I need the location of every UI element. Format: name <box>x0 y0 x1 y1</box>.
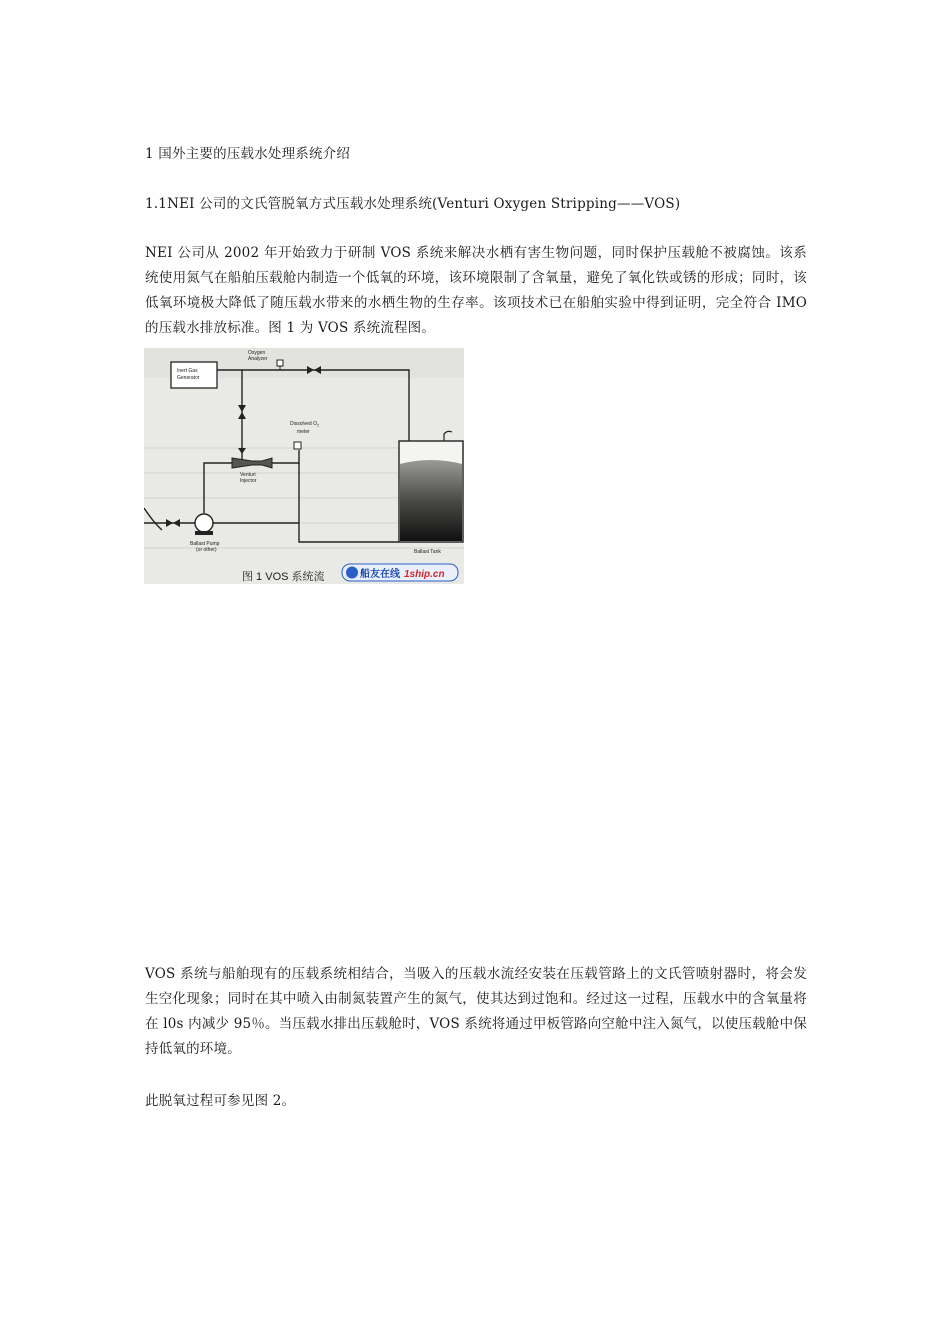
pump-label-2: (or other) <box>196 547 217 553</box>
pump-label-1: Ballast Pump <box>190 541 220 547</box>
watermark-logo <box>342 564 458 581</box>
inert-gas-label-2: Generator <box>177 375 200 381</box>
paragraph-intro: NEI 公司从 2002 年开始致力于研制 VOS 系统来解决水栖有害生物问题，同时保护压载舱不被腐蚀。该系统使用氮气在船舶压载舱内制造一个低氧的环境，该环境限制了含氧量，避免了氧化铁或锈的形成；同时，该低氧环境极大降低了随压载水带来的水栖生物的生存率。该项技术已在船舶实验中得到证明，完全符合 IMO 的压载水排放标准。图 1 为 VOS 系统流程图。 <box>145 245 807 336</box>
subsection-heading: 1.1NEI 公司的文氏管脱氧方式压载水处理系统(Venturi Oxygen Stripping——VOS) <box>145 196 681 212</box>
section-heading: 1 国外主要的压载水处理系统介绍 <box>145 146 351 162</box>
dissolved-o2-meter-box <box>294 442 301 449</box>
ballast-tank-water <box>400 460 462 541</box>
dissolved-label-1: Dissolved $O_2$ <box>290 421 319 428</box>
watermark-en: 1ship.cn <box>404 569 445 580</box>
venturi-label-1: Venturi <box>240 472 256 478</box>
paragraph-figure-ref: 此脱氧过程可参见图 2。 <box>145 1093 296 1109</box>
figure-vos-flowchart <box>144 348 464 584</box>
oxygen-label-1: Oxygen <box>248 350 266 356</box>
oxygen-analyzer-box <box>277 360 283 366</box>
venturi-label-2: Injector <box>240 478 257 484</box>
oxygen-label-2: Analyzer <box>248 356 268 362</box>
tank-label: Ballast Tank <box>414 549 441 555</box>
inert-gas-label-1: Inert Gas <box>177 368 198 374</box>
paragraph-vos-process: VOS 系统与船舶现有的压载系统相结合，当吸入的压载水流经安装在压载管路上的文氏管喷射器时，将会发生空化现象；同时在其中喷入由制氮装置产生的氮气，使其达到过饱和。经过这一过程，压载水中的含氧量将在 l0s 内减少 95％。当压载水排出压载舱时，VOS 系统将通过甲板管路向空舱中注入氮气，以使压载舱中保持低氧的环境。 <box>145 966 807 1057</box>
vos-diagram <box>144 348 464 584</box>
ballast-pump-base <box>195 531 213 535</box>
figure-caption: 图 1 VOS 系统流 <box>242 571 325 583</box>
ballast-pump <box>195 514 213 532</box>
watermark-icon <box>346 567 358 579</box>
watermark-cn: 船友在线 <box>360 569 400 580</box>
dissolved-label-2: meter <box>297 429 310 435</box>
